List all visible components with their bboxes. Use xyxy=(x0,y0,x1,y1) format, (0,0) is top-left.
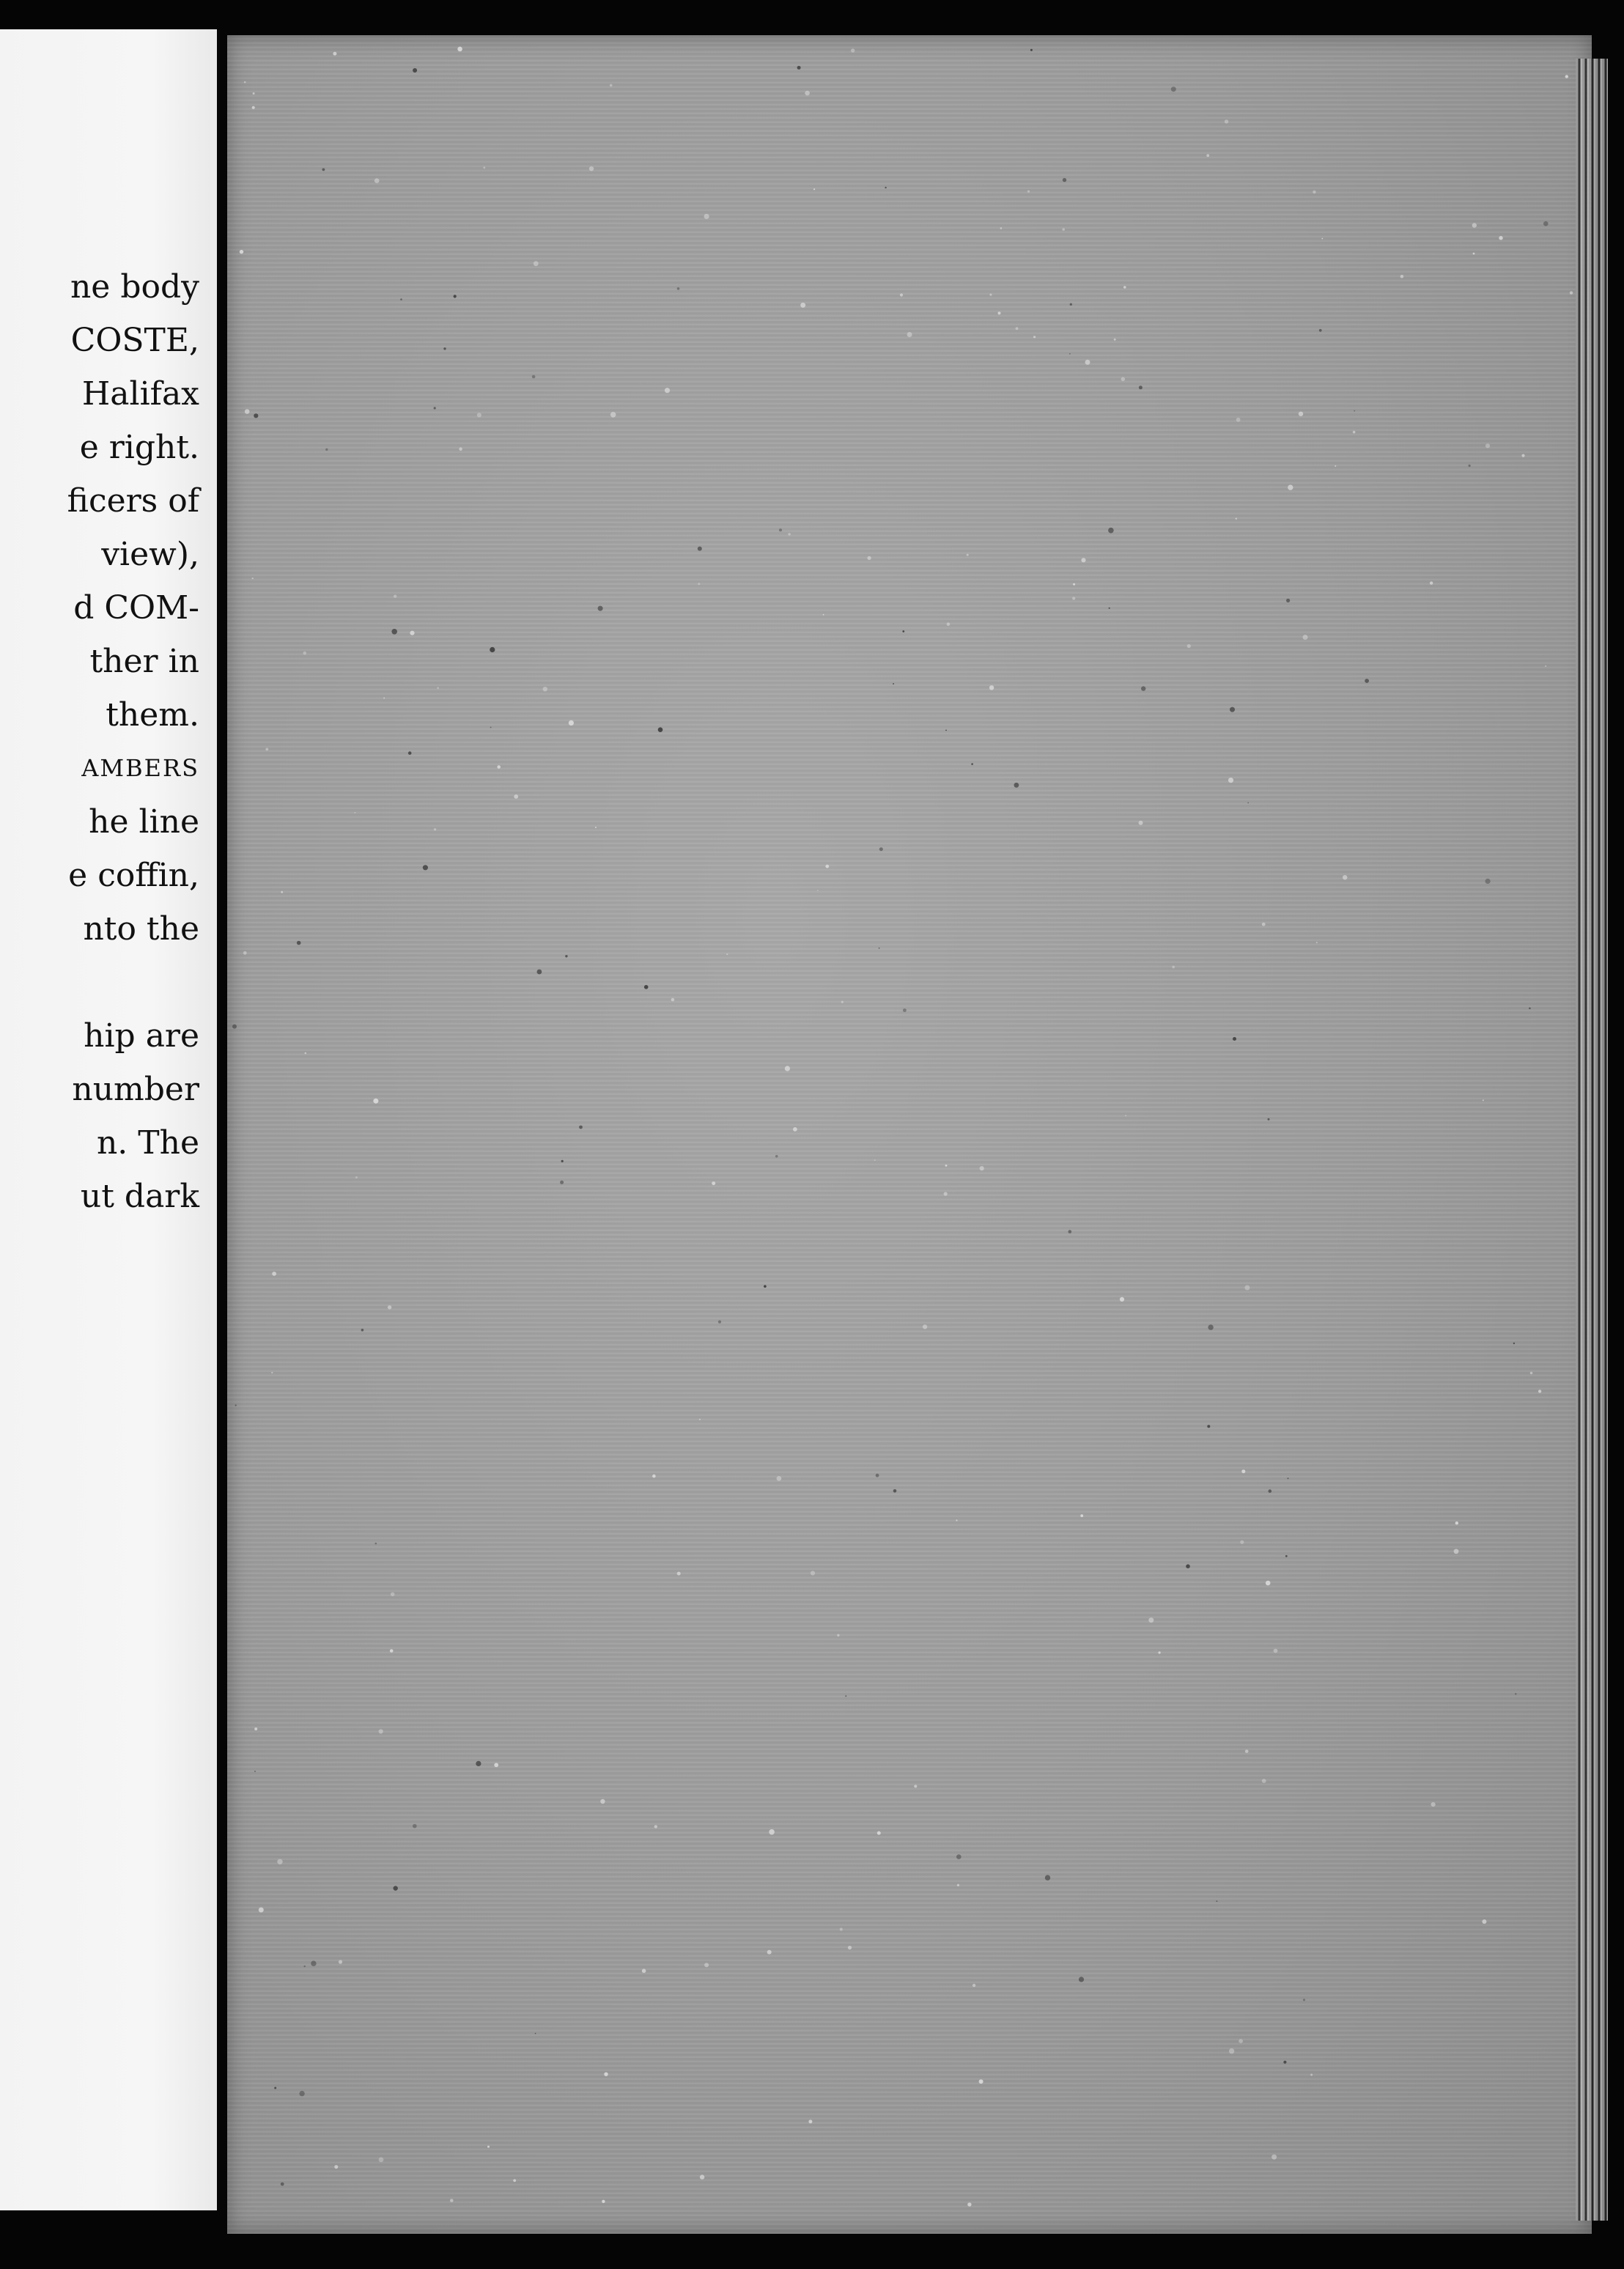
paper-speck xyxy=(543,687,547,691)
paper-speck xyxy=(299,2091,304,2096)
paper-speck xyxy=(785,1066,790,1071)
paper-speck xyxy=(1288,1477,1289,1479)
paper-speck xyxy=(1472,223,1477,227)
text-line: them. xyxy=(106,696,199,734)
paper-speck xyxy=(579,1126,583,1129)
paper-speck xyxy=(1543,221,1549,226)
paper-speck xyxy=(602,2200,605,2203)
paper-speck xyxy=(333,52,336,56)
paper-speck xyxy=(1240,1541,1244,1544)
text-line: d COM- xyxy=(73,589,199,627)
paper-speck xyxy=(837,1634,839,1637)
paper-speck xyxy=(1139,385,1143,389)
paper-speck xyxy=(1343,875,1347,879)
paper-speck xyxy=(879,847,883,851)
paper-speck xyxy=(1271,2155,1277,2160)
text-line: n. The xyxy=(96,1124,199,1162)
paper-speck xyxy=(1241,1469,1245,1473)
paper-speck xyxy=(1283,2061,1286,2064)
paper-speck xyxy=(1266,1581,1271,1586)
paper-speck xyxy=(1072,597,1075,599)
paper-speck xyxy=(1085,360,1090,365)
paper-speck xyxy=(374,178,380,183)
paper-speck xyxy=(361,1329,364,1332)
paper-speck xyxy=(989,685,994,690)
paper-speck xyxy=(788,533,791,536)
paper-speck xyxy=(1245,1749,1249,1753)
paper-speck xyxy=(595,827,597,828)
paper-speck xyxy=(956,1519,957,1521)
paper-speck xyxy=(914,1785,917,1787)
paper-speck xyxy=(1123,286,1126,289)
paper-speck xyxy=(1529,1008,1531,1010)
paper-speck xyxy=(811,1571,815,1575)
paper-speck xyxy=(874,1159,876,1161)
paper-speck xyxy=(671,998,675,1002)
paper-speck xyxy=(1530,1372,1533,1375)
paper-speck xyxy=(1319,329,1322,332)
paper-speck xyxy=(967,554,969,556)
paper-speck xyxy=(604,2073,608,2076)
paper-speck xyxy=(1230,707,1235,712)
paper-speck xyxy=(1538,1390,1541,1392)
paper-speck xyxy=(1120,1297,1124,1302)
paper-speck xyxy=(569,720,574,726)
paper-speck xyxy=(767,1950,772,1955)
paper-speck xyxy=(1469,465,1471,467)
paper-speck xyxy=(1141,686,1145,690)
paper-speck xyxy=(1247,803,1249,804)
paper-specks xyxy=(227,35,1592,2234)
paper-speck xyxy=(1473,253,1475,255)
text-line: AMBERS xyxy=(81,754,199,782)
paper-speck xyxy=(305,1052,307,1055)
paper-speck xyxy=(1187,644,1191,648)
paper-speck xyxy=(355,1176,358,1178)
paper-speck xyxy=(698,583,700,585)
paper-speck xyxy=(334,2165,338,2169)
paper-speck xyxy=(769,1829,775,1835)
paper-speck xyxy=(699,1419,701,1420)
paper-speck xyxy=(1108,528,1114,534)
paper-speck xyxy=(394,594,396,597)
paper-speck xyxy=(589,166,594,171)
paper-speck xyxy=(793,1127,797,1132)
paper-speck xyxy=(1080,1514,1083,1517)
paper-speck xyxy=(391,629,397,635)
paper-speck xyxy=(1455,1521,1458,1524)
paper-speck xyxy=(945,1165,948,1167)
paper-speck xyxy=(876,1474,879,1477)
paper-speck xyxy=(1121,377,1126,382)
paper-speck xyxy=(379,1729,383,1733)
text-line: ficers of xyxy=(67,482,199,520)
paper-speck xyxy=(1268,1118,1270,1121)
text-line: e coffin, xyxy=(68,857,199,894)
text-line: nto the xyxy=(83,910,199,948)
paper-speck xyxy=(1159,1651,1161,1653)
paper-speck xyxy=(805,91,810,96)
text-line: he line xyxy=(89,803,199,841)
paper-speck xyxy=(1236,518,1237,520)
text-line: ne body xyxy=(70,268,199,306)
paper-speck xyxy=(845,1695,846,1697)
paper-speck xyxy=(1286,599,1290,602)
paper-speck xyxy=(565,955,567,957)
paper-speck xyxy=(304,1966,306,1967)
paper-speck xyxy=(1354,410,1355,412)
paper-speck xyxy=(658,727,663,732)
paper-speck xyxy=(254,413,258,418)
paper-speck xyxy=(800,303,805,308)
paper-speck xyxy=(388,1305,391,1309)
paper-speck xyxy=(457,47,462,52)
paper-speck xyxy=(1206,154,1209,157)
paper-speck xyxy=(274,2087,276,2089)
paper-speck xyxy=(1310,2074,1313,2076)
paper-speck xyxy=(704,1963,709,1967)
paper-speck xyxy=(1186,1564,1190,1568)
paper-speck xyxy=(718,1321,721,1324)
paper-speck xyxy=(1400,275,1404,278)
paper-speck xyxy=(1454,1549,1459,1554)
paper-speck xyxy=(1303,1999,1305,2001)
paper-speck xyxy=(1570,291,1573,294)
paper-speck xyxy=(1485,443,1490,448)
paper-speck xyxy=(514,794,518,799)
text-line: number xyxy=(72,1071,199,1108)
paper-speck xyxy=(254,1727,257,1730)
text-line: ther in xyxy=(89,643,199,680)
paper-speck xyxy=(1033,336,1036,338)
paper-speck xyxy=(677,287,680,290)
paper-speck xyxy=(490,647,495,652)
text-line: ut dark xyxy=(80,1178,199,1215)
paper-speck xyxy=(923,1324,927,1329)
paper-speck xyxy=(947,622,951,626)
paper-speck xyxy=(967,2202,971,2206)
paper-speck xyxy=(459,447,462,451)
paper-speck xyxy=(277,1859,282,1864)
paper-speck xyxy=(454,295,457,298)
paper-speck xyxy=(243,951,247,955)
paper-speck xyxy=(902,630,904,632)
paper-speck xyxy=(437,687,439,689)
paper-speck xyxy=(998,311,1001,314)
paper-speck xyxy=(957,1884,959,1886)
paper-speck xyxy=(1062,228,1065,231)
paper-speck xyxy=(1069,353,1071,355)
paper-speck xyxy=(303,652,307,655)
paper-speck xyxy=(893,1489,897,1493)
text-line: view), xyxy=(101,536,199,573)
paper-speck xyxy=(600,1799,605,1804)
paper-speck xyxy=(513,2179,516,2182)
paper-speck xyxy=(907,332,912,337)
paper-speck xyxy=(1125,1115,1126,1116)
paper-speck xyxy=(704,214,709,219)
paper-speck xyxy=(1016,327,1019,330)
paper-speck xyxy=(642,1969,646,1973)
paper-speck xyxy=(272,1272,276,1276)
paper-speck xyxy=(497,765,501,769)
paper-speck xyxy=(281,2183,284,2186)
paper-speck xyxy=(840,1927,843,1930)
paper-speck xyxy=(477,413,481,417)
paper-speck xyxy=(281,891,283,893)
paper-speck xyxy=(1172,966,1175,969)
paper-speck xyxy=(777,1476,782,1481)
paper-speck xyxy=(971,763,973,765)
paper-speck xyxy=(483,166,485,169)
paper-speck xyxy=(1365,679,1369,683)
paper-speck xyxy=(1430,581,1433,584)
paper-speck xyxy=(903,1008,907,1012)
paper-speck xyxy=(413,1824,417,1829)
paper-speck xyxy=(1321,238,1323,240)
paper-speck xyxy=(413,68,417,73)
paper-speck xyxy=(271,1372,273,1373)
paper-speck xyxy=(956,1854,962,1859)
paper-speck xyxy=(868,556,871,560)
text-line xyxy=(0,956,199,1009)
paper-speck xyxy=(980,1166,984,1170)
paper-speck xyxy=(1316,942,1318,943)
paper-speck xyxy=(1262,1779,1266,1783)
paper-speck xyxy=(537,970,542,975)
paper-speck xyxy=(817,890,819,891)
paper-speck xyxy=(1485,879,1491,884)
paper-speck xyxy=(1068,1230,1072,1233)
paper-speck xyxy=(945,730,947,731)
paper-speck xyxy=(1482,1919,1486,1924)
paper-speck xyxy=(434,828,436,830)
paper-speck xyxy=(252,578,254,579)
paper-speck xyxy=(1114,339,1116,341)
paper-speck xyxy=(900,293,903,296)
paper-speck xyxy=(339,1960,342,1963)
paper-speck xyxy=(1513,1343,1515,1344)
paper-speck xyxy=(1225,119,1228,123)
paper-speck xyxy=(1483,1099,1484,1101)
paper-speck xyxy=(383,698,385,699)
paper-speck xyxy=(408,751,412,755)
paper-speck xyxy=(989,294,992,296)
paper-speck xyxy=(1063,178,1066,182)
paper-speck xyxy=(379,2158,384,2163)
paper-speck xyxy=(825,865,829,868)
paper-speck xyxy=(848,1946,852,1949)
paper-speck xyxy=(1070,303,1072,306)
paper-speck xyxy=(487,2146,490,2148)
paper-speck xyxy=(885,187,886,188)
paper-speck xyxy=(535,2033,536,2034)
paper-speck xyxy=(254,1771,256,1772)
text-line: hip are xyxy=(84,1017,199,1055)
paper-speck xyxy=(375,1543,377,1545)
text-line: COSTE, xyxy=(70,322,199,359)
paper-speck xyxy=(808,2119,812,2123)
paper-speck xyxy=(1565,75,1568,78)
paper-speck xyxy=(1499,236,1502,240)
paper-speck xyxy=(665,388,670,393)
paper-speck xyxy=(232,1025,237,1029)
paper-speck xyxy=(1303,635,1308,640)
paper-speck xyxy=(1515,1693,1516,1694)
paper-speck xyxy=(610,84,613,87)
paper-speck xyxy=(764,1285,767,1288)
paper-speck xyxy=(775,1155,778,1158)
paper-speck xyxy=(797,66,801,70)
paper-speck xyxy=(1148,1617,1154,1623)
paper-speck xyxy=(841,1001,844,1003)
paper-speck xyxy=(259,1908,264,1913)
paper-speck xyxy=(644,985,649,989)
paper-speck xyxy=(652,1475,656,1478)
paper-speck xyxy=(443,347,446,350)
paper-speck xyxy=(1262,923,1266,926)
paper-speck xyxy=(698,547,702,551)
paper-speck xyxy=(712,1181,715,1185)
paper-speck xyxy=(1207,1425,1210,1428)
paper-speck xyxy=(1269,1489,1272,1493)
paper-speck xyxy=(851,48,855,52)
paper-speck xyxy=(244,81,246,84)
paper-speck xyxy=(325,449,328,451)
paper-speck xyxy=(560,1181,564,1184)
paper-speck xyxy=(779,528,782,531)
paper-speck xyxy=(1139,821,1143,825)
paper-speck xyxy=(813,188,815,190)
paper-speck xyxy=(1233,1037,1236,1041)
paper-speck xyxy=(1299,412,1303,416)
paper-speck xyxy=(1545,665,1546,667)
paper-speck xyxy=(394,1886,398,1890)
paper-speck xyxy=(1313,191,1315,193)
paper-speck xyxy=(1217,1900,1218,1902)
paper-speck xyxy=(677,1572,681,1576)
paper-speck xyxy=(410,631,414,635)
paper-speck xyxy=(235,1404,237,1406)
paper-speck xyxy=(610,412,616,418)
paper-speck xyxy=(1353,431,1356,434)
paper-speck xyxy=(1335,465,1336,467)
paper-speck xyxy=(434,407,436,409)
paper-speck xyxy=(823,614,824,616)
paper-speck xyxy=(1081,558,1085,562)
paper-speck xyxy=(561,1160,564,1162)
paper-speck xyxy=(423,865,428,870)
paper-speck xyxy=(450,2199,454,2202)
paper-speck xyxy=(979,2079,983,2084)
paper-speck xyxy=(700,2174,704,2179)
paper-speck xyxy=(879,948,880,949)
paper-speck xyxy=(534,261,539,266)
paper-speck xyxy=(322,169,325,171)
paper-speck xyxy=(1073,583,1075,586)
paper-speck xyxy=(1027,191,1030,193)
paper-speck xyxy=(944,1192,948,1195)
paper-speck xyxy=(1229,2048,1234,2054)
paper-speck xyxy=(1236,418,1241,422)
paper-speck xyxy=(972,1984,975,1987)
paper-speck xyxy=(1228,778,1233,783)
paper-speck xyxy=(893,683,894,685)
paper-speck xyxy=(1521,454,1524,457)
paper-speck xyxy=(354,812,355,813)
paper-speck xyxy=(390,1649,394,1653)
paper-speck xyxy=(297,941,301,945)
paper-speck xyxy=(253,92,255,95)
paper-speck xyxy=(245,409,250,414)
paper-speck xyxy=(1000,227,1003,229)
paper-speck xyxy=(598,606,603,611)
paper-speck xyxy=(1285,1555,1288,1557)
paper-speck xyxy=(1171,86,1176,92)
paper-speck xyxy=(1288,484,1293,490)
text-line: e right. xyxy=(79,429,199,466)
paper-speck xyxy=(311,1960,316,1966)
paper-speck xyxy=(1239,2039,1243,2043)
text-line: Halifax xyxy=(81,375,199,413)
paper-speck xyxy=(1208,1324,1213,1329)
paper-speck xyxy=(877,1831,881,1835)
left-facing-page xyxy=(0,29,217,2210)
paper-speck xyxy=(252,106,255,109)
page-edge-stack xyxy=(1576,59,1608,2221)
paper-speck xyxy=(476,1761,481,1766)
left-page-text-fragment xyxy=(0,260,199,1223)
paper-speck xyxy=(1079,1977,1084,1982)
paper-speck xyxy=(373,1099,378,1104)
paper-speck xyxy=(1244,1285,1250,1291)
paper-speck xyxy=(1014,783,1019,788)
paper-speck xyxy=(1045,1875,1050,1880)
paper-speck xyxy=(726,953,728,955)
paper-speck xyxy=(391,1593,395,1597)
paper-speck xyxy=(494,1763,498,1767)
paper-speck xyxy=(400,298,402,300)
paper-speck xyxy=(1109,608,1110,609)
paper-speck xyxy=(265,748,268,751)
paper-speck xyxy=(1030,49,1033,51)
paper-speck xyxy=(240,250,243,254)
paper-speck xyxy=(1274,1649,1278,1653)
paper-speck xyxy=(1431,1802,1436,1807)
paper-speck xyxy=(490,727,492,728)
paper-speck xyxy=(654,1825,657,1828)
paper-speck xyxy=(532,375,536,379)
